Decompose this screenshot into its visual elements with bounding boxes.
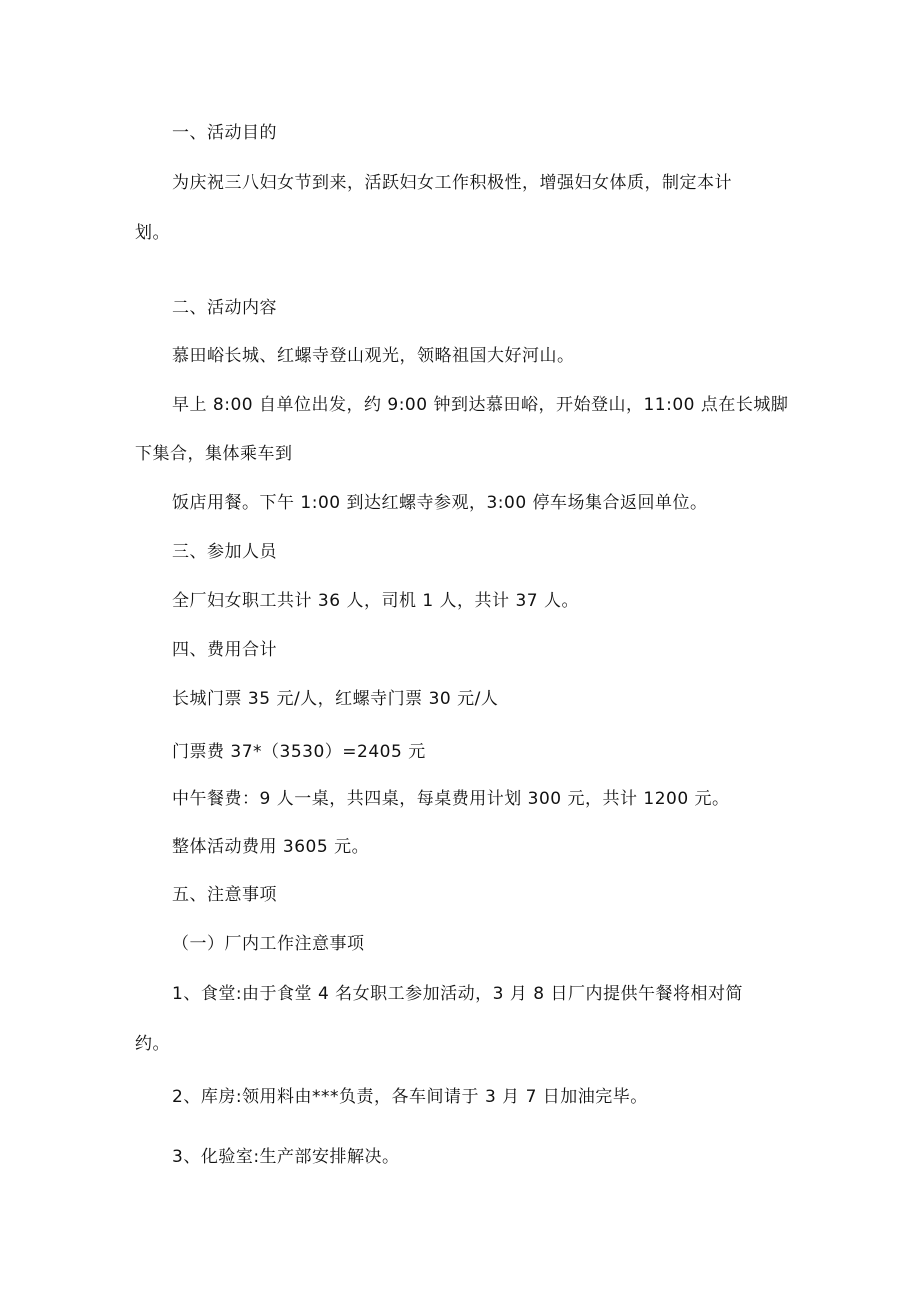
paragraph-total-cost: 整体活动费用 3605 元。 [172, 837, 370, 857]
paragraph-note-canteen-continued: 约。 [135, 1034, 170, 1054]
section-heading-purpose: 一、活动目的 [172, 123, 277, 143]
paragraph-content-schedule: 早上 8:00 自单位出发，约 9:00 钟到达慕田峪，开始登山，11:00 点在长城脚 [172, 395, 789, 415]
paragraph-note-canteen: 1、食堂:由于食堂 4 名女职工参加活动，3 月 8 日厂内提供午餐将相对简 [172, 984, 744, 1004]
section-heading-content: 二、活动内容 [172, 298, 277, 318]
subsection-heading-factory-notes: （一）厂内工作注意事项 [172, 934, 365, 954]
paragraph-note-warehouse: 2、库房:领用料由***负责，各车间请于 3 月 7 日加油完毕。 [172, 1087, 648, 1107]
paragraph-participants: 全厂妇女职工共计 36 人，司机 1 人，共计 37 人。 [172, 591, 580, 611]
paragraph-lunch-cost: 中午餐费：9 人一桌，共四桌，每桌费用计划 300 元，共计 1200 元。 [172, 789, 730, 809]
paragraph-content-sights: 慕田峪长城、红螺寺登山观光，领略祖国大好河山。 [172, 346, 575, 366]
paragraph-note-lab: 3、化验室:生产部安排解决。 [172, 1147, 400, 1167]
paragraph-purpose: 为庆祝三八妇女节到来，活跃妇女工作积极性，增强妇女体质，制定本计 [172, 173, 732, 193]
section-heading-participants: 三、参加人员 [172, 542, 277, 562]
paragraph-purpose-continued: 划。 [135, 223, 170, 243]
section-heading-costs: 四、费用合计 [172, 640, 277, 660]
paragraph-content-afternoon: 饭店用餐。下午 1:00 到达红螺寺参观，3:00 停车场集合返回单位。 [172, 493, 708, 513]
paragraph-ticket-total: 门票费 37*（3530）=2405 元 [172, 742, 426, 762]
paragraph-content-schedule-continued: 下集合，集体乘车到 [135, 444, 293, 464]
paragraph-ticket-prices: 长城门票 35 元/人，红螺寺门票 30 元/人 [172, 689, 499, 709]
section-heading-notes: 五、注意事项 [172, 885, 277, 905]
